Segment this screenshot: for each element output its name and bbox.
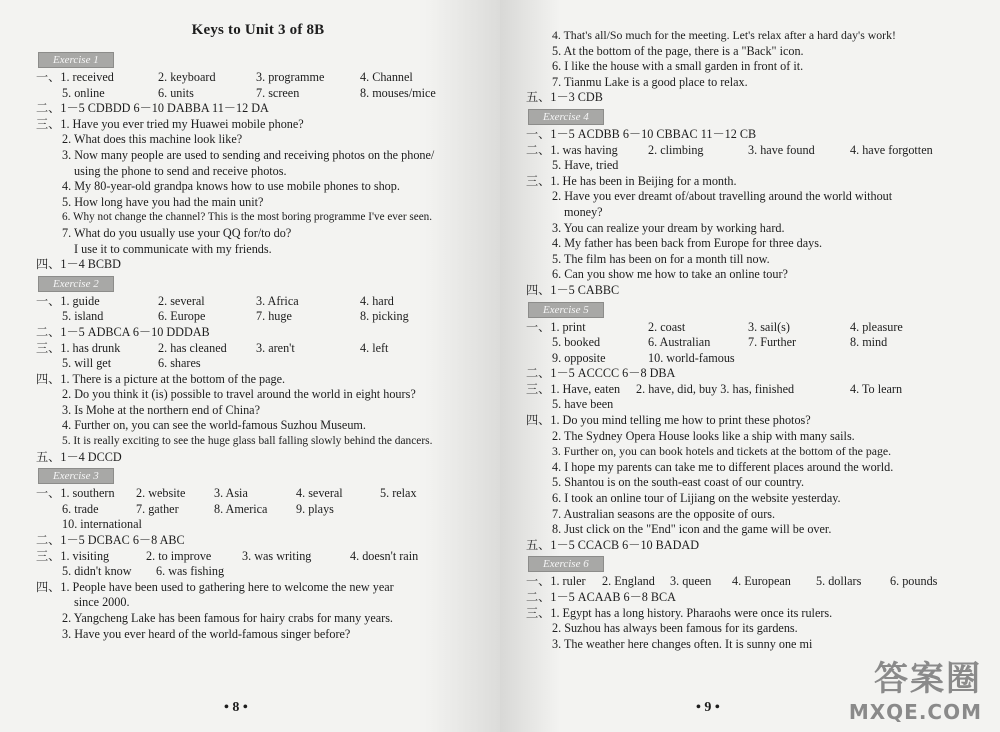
answer-line: 7. Australian seasons are the opposite of ours. [552,506,776,521]
answer-line: 四、1. There is a picture at the bottom of the page. [36,371,286,386]
answer-cell: 一、1. guide [36,293,100,308]
ex2-row-4 [36,356,480,372]
answer-cell: 一、1. southern [36,486,115,501]
answer-line: 三、1. Egypt has a long history. Pharaohs were once its rulers. [526,605,833,620]
answer-cell: 4. To learn [850,381,903,396]
answer-line: money? [564,204,603,219]
answer-cell: 6. trade [62,501,99,516]
answer-cell: 7. gather [136,501,179,516]
answer-cell: 3. programme [256,70,325,84]
page-title: Keys to Unit 3 of 8B [191,22,325,38]
answer-line: 5. At the bottom of the page, there is a "Back" icon. [552,43,804,58]
answer-cell: 6. Australian [648,335,711,350]
ex1-row-1 [36,70,480,86]
answer-cell: 2. has cleaned [158,340,227,355]
answer-cell: 9. opposite [552,350,606,365]
answer-line: 5. It is really exciting to see the huge glass ball falling slowly behind the dancers. [62,435,433,448]
answer-line: 四、1. Do you mind telling me how to print these photos? [526,413,811,428]
ex3-section-2: 二、1－5 DCBAC 6－8 ABC [36,533,185,548]
answer-cell: 7. huge [256,309,292,324]
watermark-cn: 答案圈 [874,659,982,699]
watermark-logo [849,651,982,724]
ex3-row-4 [36,549,480,565]
answer-cell: 一、1. ruler [526,574,586,589]
answer-cell: 一、1. received [36,70,114,84]
answer-line: 6. I took an online tour of Lijiang on the website yesterday. [552,491,841,506]
answer-cell: 8. America [214,501,268,516]
answer-cell: 3. aren't [256,340,295,355]
exercise-6-label: Exercise 6 [528,556,604,572]
answer-cell: 4. doesn't rain [350,548,419,563]
ex1-section-4: 四、1－4 BCBD [36,257,121,272]
ex6-section-2: 二、1－5 ACAAB 6－8 BCA [526,590,676,604]
answer-cell: 2. several [158,293,205,308]
answer-line: 5. How long have you had the main unit? [62,194,264,209]
ex6-row-1 [526,574,986,590]
ex2-section-5: 五、1－4 DCCD [36,449,122,464]
answer-cell: 5. will get [62,356,112,371]
ex5-section-5: 五、1－5 CCACB 6－10 BADAD [526,537,700,552]
watermark-url: MXQE.COM [848,700,982,724]
answer-line: 2. What does this machine look like? [62,132,243,147]
answer-cell: 2. England [602,574,655,589]
answer-cell: 3. was writing [242,548,312,563]
answer-line: since 2000. [74,595,130,610]
ex5-section-2: 二、1－5 ACCCC 6－8 DBA [526,366,676,381]
answer-line: 四、1. People have been used to gathering here to welcome the new year [36,579,394,594]
answer-cell: 6. units [158,85,194,100]
answer-line: 5. The film has been on for a month till now. [552,251,770,266]
exercise-3-label: Exercise 3 [38,468,114,484]
ex4-section-4: 四、1－5 CABBC [526,282,620,297]
answer-line: 3. Further on, you can book hotels and tickets at the bottom of the page. [552,444,892,459]
right-page [500,0,1000,732]
section-5: 五、1－3 CDB [526,90,603,105]
ex3-row-5 [36,564,480,580]
answer-cell: 3. Africa [256,293,299,308]
answer-line: 2. Do you think it (is) possible to travel around the world in eight hours? [62,387,416,402]
answer-line: 3. You can realize your dream by working hard. [552,220,785,235]
answer-cell: 2. keyboard [158,70,216,84]
ex5-row-3 [526,351,986,367]
answer-line: 3. Now many people are used to sending and receiving photos on the phone/ [62,147,435,162]
ex3-row-2 [36,502,480,518]
page-number: • 8 • [224,700,248,715]
answer-cell: 一、1. print [526,319,586,334]
answer-cell: 二、1. was having [526,142,618,157]
answer-line: 4. That's all/So much for the meeting. Let's relax after a hard day's work! [552,28,896,42]
answer-line: 3. The weather here changes often. It is sunny one mi [552,636,813,651]
ex4-section-1: 一、1－5 ACDBB 6－10 CBBAC 11－12 CB [526,126,757,141]
page-number: • 9 • [696,700,720,715]
answer-cell: 4. pleasure [850,319,903,334]
answer-cell: 4. Channel [360,70,413,84]
answer-cell: 8. mind [850,335,888,350]
answer-line: 2. Yangcheng Lake has been famous for hairy crabs for many years. [62,611,393,625]
answer-line: 三、1. He has been in Beijing for a month. [526,173,737,188]
ex5-row-4 [526,382,986,398]
answer-line: 7. What do you usually use your QQ for/to do? [62,225,292,240]
answer-cell: 2. have, did, buy 3. has, finished [636,381,795,396]
answer-line: 6. I like the house with a small garden in front of it. [552,59,804,74]
answer-cell: 8. picking [360,309,409,324]
ex1-section-2: 二、1－5 CDBDD 6－10 DABBA 11－12 DA [36,101,269,116]
ex3-row-3: 10. international [62,517,142,532]
answer-line: 3. Is Mohe at the northern end of China? [62,402,260,417]
exercise-4-label: Exercise 4 [528,109,604,125]
answer-line: 2. The Sydney Opera House looks like a ship with many sails. [552,428,855,443]
answer-cell: 5. didn't know [62,564,132,579]
answer-cell: 5. booked [552,335,601,350]
answer-line: 4. I hope my parents can take me to different places around the world. [552,459,894,474]
answer-cell: 4. European [732,574,791,589]
exercise-1-label: Exercise 1 [38,52,114,68]
answer-cell: 6. was fishing [156,564,225,579]
answer-cell: 三、1. visiting [36,548,110,563]
ex4-row-1 [526,143,986,159]
answer-line: 4. My 80-year-old grandpa knows how to use mobile phones to shop. [62,179,400,194]
answer-cell: 6. Europe [158,309,206,324]
answer-cell: 5. dollars [816,574,862,589]
answer-cell: 3. queen [670,574,712,589]
ex1-row-2 [36,86,480,102]
answer-cell: 2. to improve [146,548,212,563]
answer-line: 3. Have you ever heard of the world-famous singer before? [62,626,351,641]
answer-line: I use it to communicate with my friends. [74,241,272,256]
answer-line: 6. Why not change the channel? This is the most boring programme I've ever seen. [62,211,433,224]
answer-cell: 3. Asia [214,486,248,501]
ex5-row-2 [526,335,986,351]
ex2-section-2: 二、1－5 ADBCA 6－10 DDDAB [36,324,210,339]
answer-cell: 4. hard [360,293,394,308]
answer-cell: 9. plays [296,501,334,516]
answer-cell: 4. left [360,340,389,355]
answer-cell: 5. online [62,85,105,100]
answer-line: 7. Tianmu Lake is a good place to relax. [552,74,748,89]
answer-line: using the phone to send and receive photos. [74,163,287,178]
answer-line: 4. Further on, you can see the world-famous Suzhou Museum. [62,418,366,433]
answer-line: 6. Can you show me how to take an online tour? [552,267,788,282]
answer-cell: 4. have forgotten [850,142,933,157]
answer-cell: 6. pounds [890,574,938,589]
ex5-row-1 [526,320,986,336]
answer-cell: 3. sail(s) [748,319,790,334]
answer-cell: 8. mouses/mice [360,85,436,100]
exercise-2-label: Exercise 2 [38,276,114,292]
answer-cell: 5. island [62,309,104,324]
answer-cell: 三、1. Have, eaten [526,381,621,396]
answer-line: 2. Have you ever dreamt of/about travelling around the world without [552,189,893,204]
answer-cell: 6. shares [158,356,201,371]
ex3-row-1 [36,486,480,502]
answer-cell: 2. website [136,486,186,501]
ex4-row-2: 5. Have, tried [552,158,619,173]
answer-line: 三、1. Have you ever tried my Huawei mobile phone? [36,116,304,131]
answer-cell: 2. coast [648,319,686,334]
answer-line: 5. Shantou is on the south-east coast of our country. [552,475,805,490]
answer-line: 2. Suzhou has always been famous for its gardens. [552,621,798,636]
exercise-5-label: Exercise 5 [528,302,604,318]
answer-cell: 3. have found [748,142,815,157]
answer-cell: 5. relax [380,486,417,501]
answer-cell: 4. several [296,486,343,501]
answer-cell: 7. Further [748,335,797,350]
answer-cell: 10. world-famous [648,350,735,365]
answer-cell: 7. screen [256,85,300,100]
ex5-row-5: 5. have been [552,397,614,412]
answer-line: 4. My father has been back from Europe for three days. [552,236,823,251]
ex2-row-1 [36,294,480,310]
answer-cell: 三、1. has drunk [36,340,121,355]
ex2-row-3 [36,341,480,357]
answer-cell: 2. climbing [648,142,704,157]
ex2-row-2 [36,309,480,325]
answer-line: 8. Just click on the "End" icon and the game will be over. [552,522,832,537]
